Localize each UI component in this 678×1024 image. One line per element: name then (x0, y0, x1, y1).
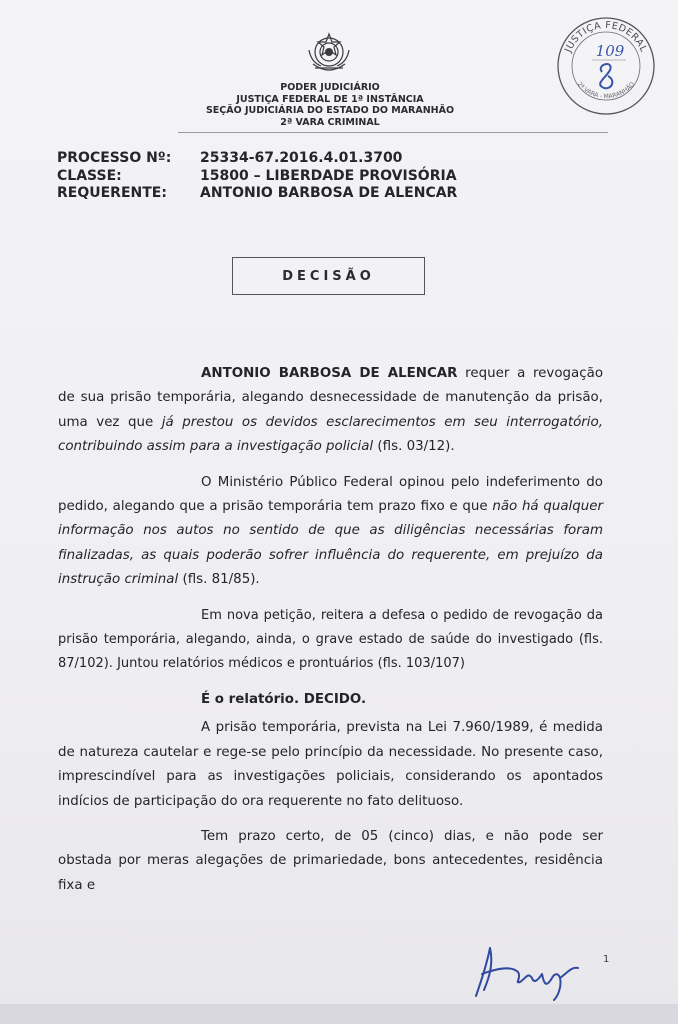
paragraph-6: Tem prazo certo, de 05 (cinco) dias, e não pode ser obstada por meras alegações de primariedade, bons antecedentes, residência fixa e (58, 828, 603, 893)
paragraph-2-text-a: O Ministério Público Federal opinou pelo indeferimento do pedido, alegando que a prisão temporária tem prazo fixo e que (58, 474, 603, 515)
paragraph-2-quote: não há qualquer informação nos autos no sentido de que as diligências necessárias foram finalizadas, as quais poderão sofrer influência do requerente, em prejuízo da instrução criminal (58, 499, 604, 588)
paragraph-5: A prisão temporária, prevista na Lei 7.960/1989, é medida de natureza cautelar e rege-se pelo princípio da necessidade. No presente caso, imprescindível para as investigações policiais, considerando os apontados indícios de participação do ora requerente no fato delituoso. (58, 720, 603, 809)
stamp-folha-number: 109 (595, 42, 625, 60)
paragraph-1-text-b: (fls. 03/12). (373, 439, 455, 455)
classe-label: CLASSE: (57, 167, 122, 184)
header-line-1: PODER JUDICIÁRIO (280, 82, 380, 93)
page-bottom-edge (0, 1004, 678, 1024)
process-metadata (57, 150, 457, 203)
judge-signature (468, 938, 586, 1002)
stamp-bottom-text: 2ª VARA - MARANHÃO (575, 80, 637, 101)
processo-label: PROCESSO Nº: (57, 150, 172, 166)
brasao-coat-of-arms-icon (303, 28, 355, 80)
stamp-rubric-icon (600, 64, 612, 88)
folha-stamp (554, 14, 658, 118)
page-number: 1 (603, 954, 610, 965)
processo-value: 25334-67.2016.4.01.3700 (200, 150, 403, 166)
decision-body (58, 362, 603, 898)
requerente-value: ANTONIO BARBOSA DE ALENCAR (200, 185, 458, 201)
paragraph-relatorio: É o relatório. DECIDO. (201, 691, 367, 707)
header-divider (178, 132, 608, 133)
paragraph-2 (58, 471, 603, 593)
svg-text:2ª VARA - MARANHÃO (576, 81, 636, 101)
header-line-3: SEÇÃO JUDICIÁRIA DO ESTADO DO MARANHÃO (205, 105, 455, 116)
header-line-2: JUSTIÇA FEDERAL DE 1ª INSTÂNCIA (236, 93, 424, 105)
paragraph-1-text-a: requer a revogação de sua prisão temporária, alegando desnecessidade de manutenção da prisão, uma vez que (58, 366, 604, 430)
court-header (150, 82, 510, 128)
header-line-4: 2ª VARA CRIMINAL (280, 116, 380, 128)
paragraph-1-quote: já prestou os devidos esclarecimentos em seu interrogatório, contribuindo assim para a investigação policial (58, 414, 603, 455)
stamp-top-text: JUSTIÇA FEDERAL (562, 19, 650, 55)
paragraph-2-text-b: (fls. 81/85). (178, 572, 260, 588)
requerente-label: REQUERENTE: (57, 185, 167, 201)
requerente-name: ANTONIO BARBOSA DE ALENCAR (201, 366, 458, 381)
paragraph-3: Em nova petição, reitera a defesa o pedido de revogação da prisão temporária, alegando, ainda, o grave estado de saúde do investigado (fls. 87/102). Juntou relatórios médicos e prontuários (fls. 103/107) (58, 607, 603, 672)
classe-value: 15800 – LIBERDADE PROVISÓRIA (200, 167, 457, 184)
paragraph-1 (58, 362, 603, 460)
decision-title: DECISÃO (232, 257, 425, 295)
